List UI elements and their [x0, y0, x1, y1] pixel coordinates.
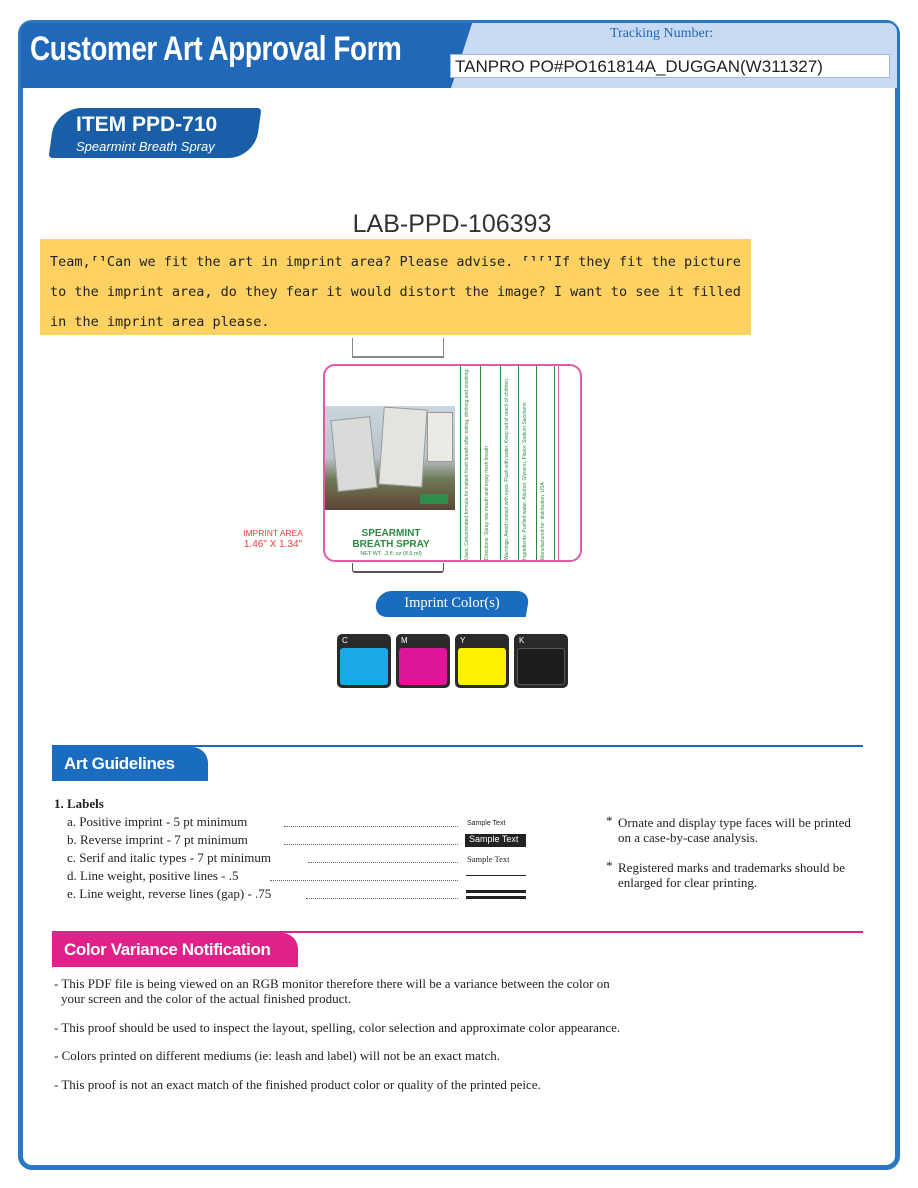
sample-reverse: Sample Text: [465, 834, 526, 847]
swatch-letter: M: [401, 636, 408, 645]
guideline-note: * Ornate and display type faces will be printed on a case-by-case analysis.: [606, 813, 851, 845]
leader-dots: [306, 898, 458, 899]
sample-line-positive: [466, 875, 526, 876]
swatch-letter: K: [519, 636, 525, 645]
variance-title: Color Variance Notification: [64, 940, 271, 959]
lab-number: LAB-PPD-106393: [352, 210, 552, 238]
label-column-text: Uses: Concentrated formula for instant fresh breath after eating, drinking and smoking.: [464, 368, 470, 560]
item-name: Spearmint Breath Spray: [76, 139, 215, 154]
label-column-text: Ingredients: Purified water, Alcohol, Glycerin, Flavor, Sodium Saccharin: [522, 402, 528, 560]
customer-note[interactable]: Team,⸢⸣Can we fit the art in imprint area? Please advise. ⸢⸣⸢⸣If they fit the picture to the imprint area, do they fear it would distort the image? I want to see it filled in the imprint area please.: [40, 239, 751, 335]
guideline-note: * Registered marks and trademarks should be enlarged for clear printing.: [606, 858, 846, 890]
label-column-text: Warnings: Avoid contact with eyes. Flush with water. Keep out of reach of children.: [504, 377, 510, 560]
product-name-label: [327, 528, 455, 550]
sample-line-reverse-top: [466, 890, 526, 893]
swatch-fill: [517, 648, 565, 685]
swatch-black: [514, 634, 568, 688]
item-code: ITEM PPD-710: [76, 113, 218, 136]
variance-line: - This proof is not an exact match of the finished product color or quality of the printed peice.: [54, 1077, 541, 1092]
imprint-area-label: IMPRINT AREA: [243, 528, 303, 538]
tracking-number-field[interactable]: TANPRO PO#PO161814A_DUGGAN(W311327): [450, 54, 890, 78]
guideline-row: d. Line weight, positive lines - .5: [67, 868, 239, 883]
swatch-fill: [458, 648, 506, 685]
leader-dots: [284, 844, 458, 845]
swatch-letter: C: [342, 636, 348, 645]
form-title: Customer Art Approval Form: [30, 30, 402, 68]
label-column-text: Manufactured for: distribution, USA: [540, 482, 546, 560]
imprint-area-size: 1.46" X 1.34": [243, 539, 303, 550]
sample-positive: Sample Text: [467, 820, 506, 827]
product-name-line2: BREATH SPRAY: [352, 539, 430, 550]
swatch-letter: Y: [460, 636, 466, 645]
swatch-yellow: [455, 634, 509, 688]
leader-dots: [308, 862, 458, 863]
tracking-number-label: Tracking Number:: [610, 26, 714, 41]
guidelines-title: Art Guidelines: [64, 754, 175, 773]
artwork-letter-shape: [378, 407, 427, 488]
swatch-fill: [340, 648, 388, 685]
artwork-letter-shape: [330, 416, 377, 492]
imprint-bracket-bottom: [352, 563, 444, 573]
imprint-bracket-top: [352, 338, 444, 358]
imprint-colors-title: Imprint Color(s): [404, 595, 500, 611]
guideline-row: c. Serif and italic types - 7 pt minimum: [67, 850, 271, 865]
guideline-row: e. Line weight, reverse lines (gap) - .75: [67, 886, 272, 901]
guideline-row: a. Positive imprint - 5 pt minimum: [67, 814, 248, 829]
label-side-divider: [558, 366, 559, 560]
variance-line: - This proof should be used to inspect the layout, spelling, color selection and approximate color appearance.: [54, 1020, 621, 1035]
sample-line-reverse-bottom: [466, 896, 526, 899]
net-weight: NET WT. .3 fl. oz (8.5 ml): [360, 551, 422, 557]
leader-dots: [270, 880, 458, 881]
sample-serif: Sample Text: [467, 854, 510, 864]
product-name-line1: SPEARMINT: [361, 528, 421, 539]
swatch-magenta: [396, 634, 450, 688]
label-info-panel: [460, 366, 556, 560]
swatch-fill: [399, 648, 447, 685]
label-column-text: Directions: Spray into mouth and enjoy fresh breath: [484, 446, 490, 560]
variance-line: - This PDF file is being viewed on an RGB monitor therefore there will be a variance between the color on: [54, 976, 610, 991]
leader-dots: [284, 826, 458, 827]
artwork-tag: [420, 494, 448, 504]
variance-line: - Colors printed on different mediums (ie: leash and label) will not be an exact match.: [54, 1048, 500, 1063]
swatch-cyan: [337, 634, 391, 688]
variance-line: your screen and the color of the actual finished product.: [61, 991, 352, 1006]
guideline-row: b. Reverse imprint - 7 pt minimum: [67, 832, 248, 847]
labels-heading: 1. Labels: [54, 796, 104, 811]
artwork-letter-shape: [427, 412, 453, 462]
